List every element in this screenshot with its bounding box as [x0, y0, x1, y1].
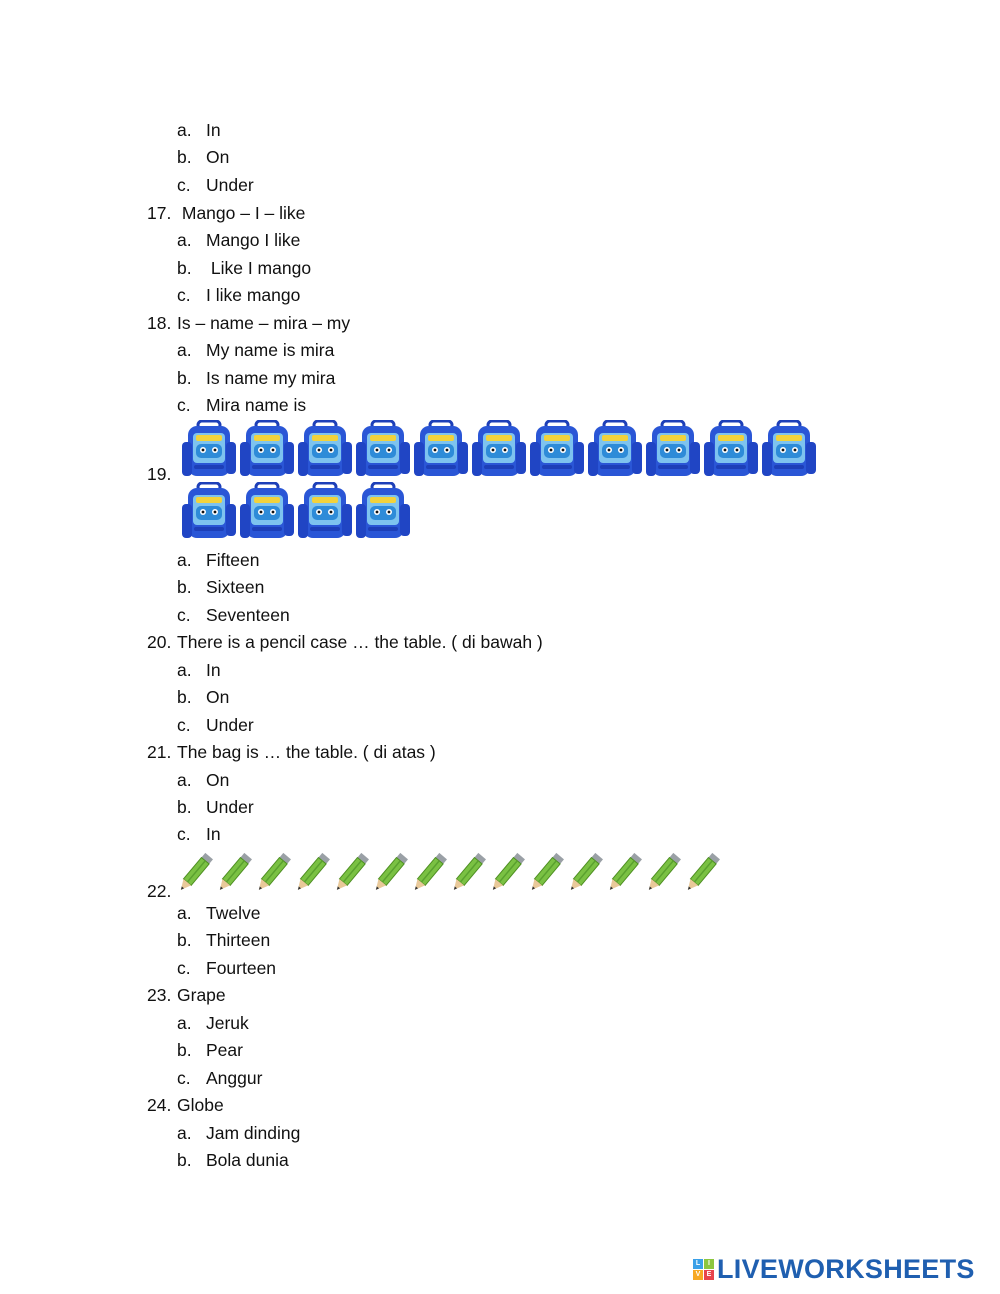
option-text[interactable]: Anggur	[206, 1068, 263, 1088]
logo-block: L	[693, 1259, 703, 1269]
logo-text: LIVEWORKSHEETS	[717, 1254, 975, 1284]
school-backpack-icon	[296, 482, 354, 542]
school-backpack-icon	[760, 420, 818, 480]
option-text[interactable]: Mira name is	[206, 395, 307, 415]
green-pencil-icon	[683, 849, 722, 897]
school-backpack-icon	[180, 482, 238, 542]
option-letter: a.	[177, 340, 192, 360]
question-number: 17.	[147, 203, 172, 223]
option-letter: c.	[177, 175, 191, 195]
option-letter: b.	[177, 258, 192, 278]
green-pencil-icon	[410, 849, 449, 897]
option-letter: b.	[177, 147, 192, 167]
liveworksheets-logo[interactable]	[693, 1254, 975, 1285]
option-text[interactable]: Under	[206, 715, 254, 735]
option-letter: c.	[177, 958, 191, 978]
green-pencil-icon	[644, 849, 683, 897]
option-letter: b.	[177, 797, 192, 817]
school-backpack-icon	[238, 482, 296, 542]
option-text[interactable]: In	[206, 660, 221, 680]
question-prompt: There is a pencil case … the table. ( di bawah )	[177, 632, 543, 652]
green-pencil-icon	[488, 849, 527, 897]
question-number: 18.	[147, 313, 172, 333]
option-letter: c.	[177, 605, 191, 625]
option-text[interactable]: Under	[206, 797, 254, 817]
question-prompt: Globe	[177, 1095, 224, 1115]
green-pencil-icon	[254, 849, 293, 897]
question-prompt: The bag is … the table. ( di atas )	[177, 742, 436, 762]
green-pencil-icon	[371, 849, 410, 897]
option-text[interactable]: Seventeen	[206, 605, 290, 625]
option-text[interactable]: Like I mango	[206, 258, 312, 278]
option-text[interactable]: On	[206, 687, 230, 707]
option-letter: a.	[177, 1013, 192, 1033]
option-letter: c.	[177, 1068, 191, 1088]
option-text[interactable]: In	[206, 824, 221, 844]
school-backpack-icon	[586, 420, 644, 480]
option-text[interactable]: On	[206, 770, 230, 790]
option-text[interactable]: Is name my mira	[206, 368, 336, 388]
option-letter: a.	[177, 770, 192, 790]
question-number: 24.	[147, 1095, 172, 1115]
question-prompt: Grape	[177, 985, 226, 1005]
option-letter: b.	[177, 1040, 192, 1060]
green-pencil-icon	[176, 849, 215, 897]
question-number: 21.	[147, 742, 172, 762]
option-text[interactable]: Jeruk	[206, 1013, 249, 1033]
school-backpack-icon	[238, 420, 296, 480]
school-backpack-icon	[354, 482, 412, 542]
backpack-image-row	[180, 420, 818, 480]
option-letter: a.	[177, 660, 192, 680]
question-prompt: Mango – I – like	[177, 203, 306, 223]
question-number: 23.	[147, 985, 172, 1005]
school-backpack-icon	[354, 420, 412, 480]
option-text[interactable]: I like mango	[206, 285, 301, 305]
option-letter: b.	[177, 368, 192, 388]
green-pencil-icon	[293, 849, 332, 897]
school-backpack-icon	[702, 420, 760, 480]
green-pencil-icon	[566, 849, 605, 897]
question-number: 19.	[147, 464, 172, 484]
question-prompt: Is – name – mira – my	[177, 313, 351, 333]
logo-block: V	[693, 1270, 703, 1280]
option-letter: c.	[177, 395, 191, 415]
option-letter: c.	[177, 715, 191, 735]
school-backpack-icon	[470, 420, 528, 480]
option-text[interactable]: Thirteen	[206, 930, 271, 950]
school-backpack-icon	[180, 420, 238, 480]
option-text[interactable]: In	[206, 120, 221, 140]
option-text[interactable]: Pear	[206, 1040, 243, 1060]
logo-block: E	[704, 1270, 714, 1280]
option-letter: b.	[177, 577, 192, 597]
option-text[interactable]: Under	[206, 175, 254, 195]
option-text[interactable]: Fourteen	[206, 958, 277, 978]
option-letter: b.	[177, 687, 192, 707]
option-text[interactable]: Sixteen	[206, 577, 265, 597]
pencil-image-row	[176, 849, 722, 897]
green-pencil-icon	[449, 849, 488, 897]
option-text[interactable]: My name is mira	[206, 340, 335, 360]
green-pencil-icon	[215, 849, 254, 897]
logo-block: I	[704, 1259, 714, 1269]
option-text[interactable]: Jam dinding	[206, 1123, 301, 1143]
question-number: 22.	[147, 881, 172, 901]
option-letter: a.	[177, 1123, 192, 1143]
school-backpack-icon	[644, 420, 702, 480]
option-text[interactable]: Bola dunia	[206, 1150, 289, 1170]
option-letter: c.	[177, 824, 191, 844]
question-number: 20.	[147, 632, 172, 652]
green-pencil-icon	[527, 849, 566, 897]
option-text[interactable]: On	[206, 147, 230, 167]
school-backpack-icon	[528, 420, 586, 480]
green-pencil-icon	[605, 849, 644, 897]
green-pencil-icon	[332, 849, 371, 897]
school-backpack-icon	[412, 420, 470, 480]
option-letter: a.	[177, 903, 192, 923]
option-text[interactable]: Fifteen	[206, 550, 260, 570]
option-letter: a.	[177, 230, 192, 250]
school-backpack-icon	[296, 420, 354, 480]
option-letter: b.	[177, 930, 192, 950]
option-letter: c.	[177, 285, 191, 305]
option-letter: b.	[177, 1150, 192, 1170]
option-letter: a.	[177, 120, 192, 140]
option-letter: a.	[177, 550, 192, 570]
logo-blocks-icon	[693, 1259, 714, 1280]
option-text[interactable]: Twelve	[206, 903, 261, 923]
option-text[interactable]: Mango I like	[206, 230, 301, 250]
backpack-image-row	[180, 482, 412, 542]
